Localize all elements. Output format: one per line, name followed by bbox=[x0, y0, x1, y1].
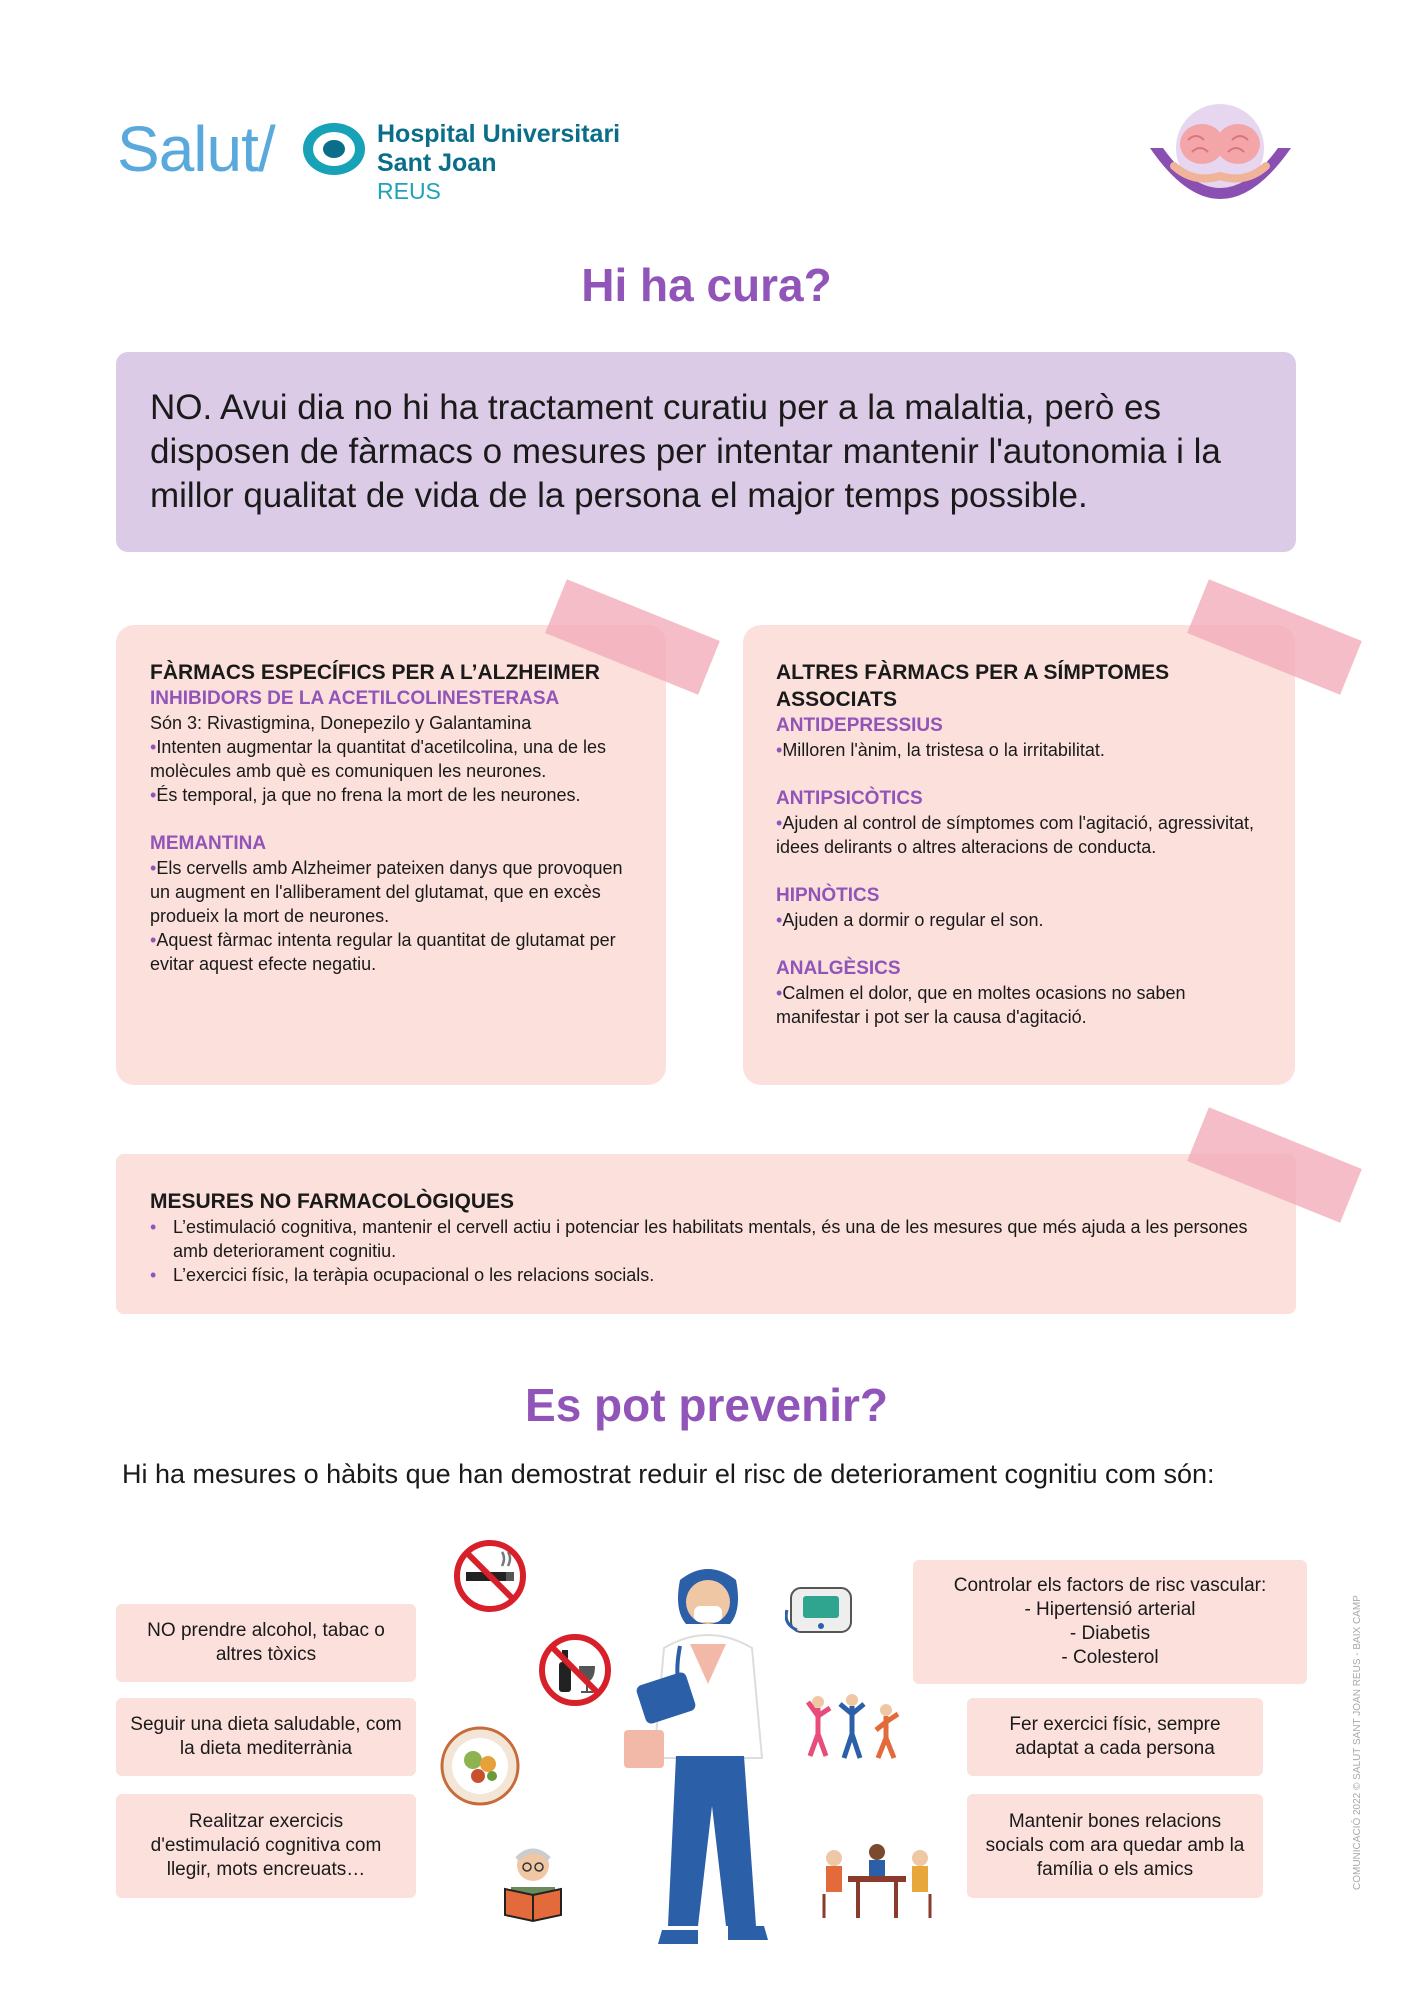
prevent-intro: Hi ha mesures o hàbits que han demostrat reduir el risc de deteriorament cognitiu com són: bbox=[122, 1459, 1215, 1489]
prevent-title: Es pot prevenir? bbox=[525, 1379, 888, 1431]
world-alzheimers-day-logo bbox=[1138, 100, 1303, 220]
salut-logo-text: Salut/ bbox=[117, 113, 275, 185]
hospital-name-line1: Hospital Universitari bbox=[377, 120, 621, 148]
specific-drugs-card bbox=[116, 625, 666, 1085]
other-drugs-heading: ALTRES FÀRMACS PER A SÍMPTOMES ASSOCIATS bbox=[776, 661, 1170, 711]
hospital-logo-mark bbox=[300, 120, 368, 178]
friends-table-icon bbox=[818, 1838, 936, 1920]
cure-intro-box bbox=[116, 352, 1296, 552]
prevent-item-no-toxics: NO prendre alcohol, tabac o altres tòxics bbox=[116, 1604, 416, 1682]
vascular-item: - Colesterol bbox=[1061, 1647, 1159, 1668]
antidepressants-heading: ANTIDEPRESSIUS bbox=[776, 715, 943, 736]
list-item: • L’estimulació cognitiva, mantenir el cervell actiu i potenciar les habilitats mentals, és una de les mesures que més ajuda a les persones amb deteriorament cognitiu. bbox=[150, 1215, 1272, 1263]
elderly-reading-icon bbox=[493, 1843, 573, 1925]
ache-inhibitors-heading: INHIBIDORS DE LA ACETILCOLINESTERASA bbox=[150, 688, 560, 709]
analgesics-heading: ANALGÈSICS bbox=[776, 958, 901, 979]
cure-title: Hi ha cura? bbox=[581, 259, 832, 311]
no-smoking-icon bbox=[452, 1538, 528, 1614]
no-alcohol-icon bbox=[537, 1632, 613, 1708]
antipsychotics-text: •Ajuden al control de símptomes com l'agitació, agressivitat, idees delirants o altres alteracions de conducta. bbox=[776, 813, 1254, 857]
analgesics-text: •Calmen el dolor, que en moltes ocasions no saben manifestar i pot ser la causa d'agitació. bbox=[776, 983, 1186, 1027]
antidepressants-text: •Milloren l'ànim, la tristesa o la irritabilitat. bbox=[776, 740, 1105, 760]
nonpharma-card bbox=[116, 1154, 1296, 1314]
other-drugs-card bbox=[743, 625, 1295, 1085]
hospital-city: REUS bbox=[377, 178, 441, 204]
prevent-item-diet: Seguir una dieta saludable, com la dieta mediterrània bbox=[116, 1698, 416, 1776]
prevent-item-social: Mantenir bones relacions socials com ara quedar amb la família o els amics bbox=[967, 1794, 1263, 1898]
vascular-item: - Hipertensió arterial bbox=[1024, 1599, 1196, 1620]
ache-inhibitors-list: Són 3: Rivastigmina, Donepezilo y Galantamina bbox=[150, 713, 532, 733]
prevent-item-vascular bbox=[913, 1560, 1307, 1684]
hospital-name-line2: Sant Joan bbox=[377, 149, 497, 177]
cure-intro-text: NO. Avui dia no hi ha tractament curatiu per a la malaltia, però es disposen de fàrmacs o mesures per intentar mantenir l'autonomia i la millor qualitat de vida de la persona el major temps possible. bbox=[150, 388, 1221, 515]
healthy-food-plate-icon bbox=[440, 1726, 520, 1806]
people-exercising-icon bbox=[800, 1688, 910, 1768]
antipsychotics-heading: ANTIPSICÒTICS bbox=[776, 788, 923, 809]
hypnotics-heading: HIPNÒTICS bbox=[776, 885, 880, 906]
memantina-heading: MEMANTINA bbox=[150, 833, 267, 854]
vascular-item: - Diabetis bbox=[1069, 1623, 1151, 1644]
hypnotics-text: •Ajuden a dormir o regular el son. bbox=[776, 910, 1044, 930]
blood-pressure-monitor-icon bbox=[785, 1580, 857, 1640]
nonpharma-list bbox=[150, 1215, 1272, 1287]
ache-bullet-2: •És temporal, ja que no frena la mort de les neurones. bbox=[150, 785, 581, 805]
list-item: • L’exercici físic, la teràpia ocupacional o les relacions socials. bbox=[150, 1263, 1272, 1287]
vascular-title: Controlar els factors de risc vascular: bbox=[953, 1575, 1267, 1596]
memantina-bullet-2: •Aquest fàrmac intenta regular la quantitat de glutamat per evitar aquest efecte negatiu. bbox=[150, 930, 616, 974]
prevent-item-exercise: Fer exercici físic, sempre adaptat a cada persona bbox=[967, 1698, 1263, 1776]
prevent-item-cognitive: Realitzar exercicis d'estimulació cognitiva com llegir, mots encreuats… bbox=[116, 1794, 416, 1898]
memantina-bullet-1: •Els cervells amb Alzheimer pateixen danys que provoquen un augment en l'alliberament del glutamat, que en excès produeix la mort de neurones. bbox=[150, 858, 623, 926]
copyright-text: COMUNICACIÓ 2022 © SALUT SANT JOAN REUS - BAIX CAMP bbox=[1352, 1595, 1363, 1890]
nonpharma-heading: MESURES NO FARMACOLÒGIQUES bbox=[150, 1190, 515, 1213]
doctor-illustration bbox=[620, 1560, 795, 1965]
ache-bullet-1: •Intenten augmentar la quantitat d'acetilcolina, una de les molècules amb què es comuniquen les neurones. bbox=[150, 737, 607, 781]
specific-drugs-heading: FÀRMACS ESPECÍFICS PER A L’ALZHEIMER bbox=[150, 661, 600, 684]
